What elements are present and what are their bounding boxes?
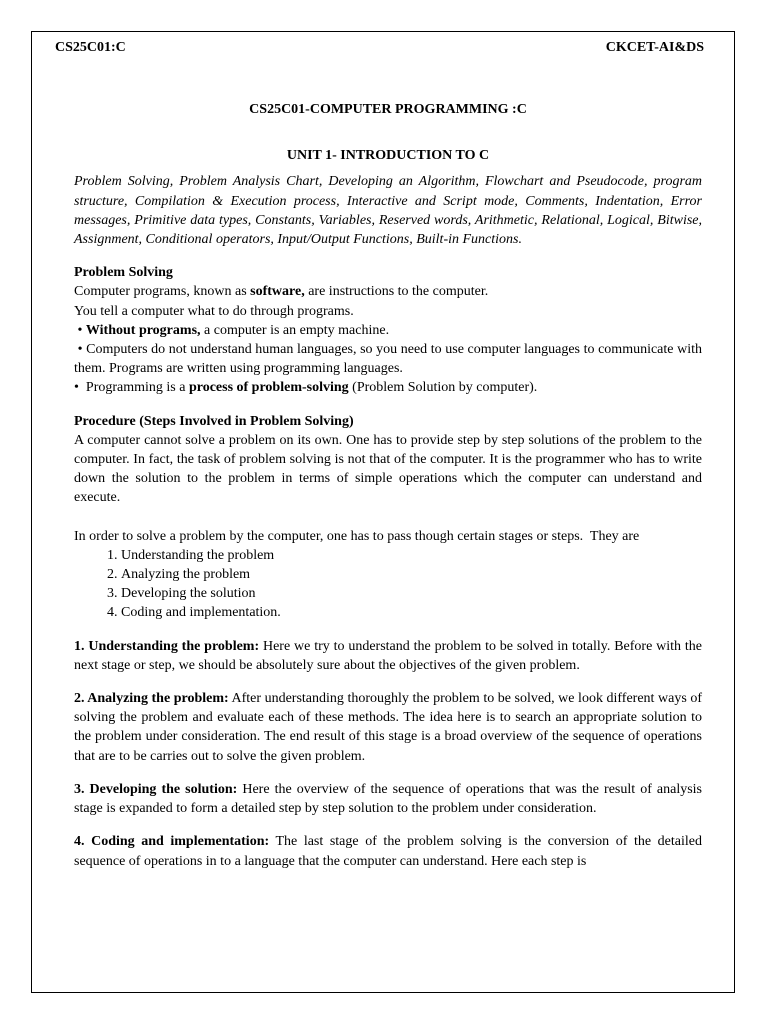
list-item: 2. Analyzing the problem bbox=[121, 565, 702, 584]
step-label: 3. Developing the solution: bbox=[74, 781, 238, 797]
step-label: 1. Understanding the problem: bbox=[74, 638, 260, 654]
bold-text: Without programs, bbox=[85, 322, 201, 338]
list-item: 1. Understanding the problem bbox=[121, 546, 702, 565]
header-left: CS25C01:C bbox=[55, 40, 126, 55]
step-detail-2 bbox=[74, 689, 702, 766]
bold-text: software, bbox=[250, 284, 305, 300]
text-span: Computer programs, known as bbox=[74, 284, 251, 300]
steps-list bbox=[74, 546, 702, 623]
bullet-mark: • bbox=[74, 322, 86, 338]
text-span: a computer is an empty machine. bbox=[200, 322, 390, 338]
text-span: are instructions to the computer. bbox=[304, 284, 489, 300]
procedure-heading: Procedure (Steps Involved in Problem Solving) bbox=[74, 413, 354, 429]
problem-solving-line1 bbox=[74, 282, 702, 301]
step-text: The last stage of the problem solving is the conversion of the detailed sequence of operations in to a language that the computer can understand. Here each step is bbox=[74, 834, 702, 869]
document-body bbox=[74, 40, 706, 871]
problem-solving-bullet3 bbox=[74, 378, 702, 397]
header-right: CKCET-AI&DS bbox=[605, 40, 704, 55]
procedure-paragraph1: A computer cannot solve a problem on its own. One has to provide step by step solutions of the problem to the computer. In fact, the task of problem solving is not that of the computer. It is the programmer who has to write down the solution to the problem in terms of simple operations which the computer can understand and execute. bbox=[74, 432, 702, 506]
bold-text: process of problem-solving bbox=[188, 380, 349, 396]
step-detail-1 bbox=[74, 637, 702, 675]
list-item: 3. Developing the solution bbox=[121, 584, 702, 603]
syllabus-topics: Problem Solving, Problem Analysis Chart, Developing an Algorithm, Flowchart and Pseudocode, program structure, Compilation & Execution process, Interactive and Script mode, Comments, Indentation, Error messages, Primitive data types, Constants, Variables, Reserved words, Arithmetic, Relational, Logical, Bitwise, Assignment, Conditional operators, Input/Output Functions, Built-in Functions. bbox=[74, 174, 702, 248]
text-span: • Programming is a bbox=[74, 380, 189, 396]
procedure-paragraph2: In order to solve a problem by the computer, one has to pass though certain stages or steps. They are bbox=[74, 528, 640, 544]
step-detail-4 bbox=[74, 832, 702, 870]
step-detail-3 bbox=[74, 780, 702, 818]
course-title: CS25C01-COMPUTER PROGRAMMING :C bbox=[249, 102, 527, 117]
unit-title: UNIT 1- INTRODUCTION TO C bbox=[286, 148, 490, 164]
problem-solving-bullet2: • Computers do not understand human languages, so you need to use computer languages to communicate with them. Programs are written using programming languages. bbox=[74, 342, 706, 377]
problem-solving-bullet1 bbox=[74, 321, 702, 340]
step-label: 2. Analyzing the problem: bbox=[74, 691, 229, 707]
step-text: After understanding thoroughly the problem to be solved, we look different ways of solving the problem and evaluate each of these methods. The idea here is to search an appropriate solution to the problem under consideration. The end result of this stage is a broad overview of the sequence of operations that are to be carries out to solve the given problem. bbox=[74, 691, 702, 764]
problem-solving-line2: You tell a computer what to do through programs. bbox=[74, 303, 354, 319]
step-text: Here we try to understand the problem to be solved in totally. Before with the next stage or step, we should be absolutely sure about the objectives of the given problem. bbox=[74, 638, 702, 673]
step-text: Here the overview of the sequence of operations that was the result of analysis stage is expanded to form a detailed step by step solution to the problem under consideration. bbox=[74, 781, 702, 817]
list-item: 4. Coding and implementation. bbox=[121, 603, 702, 622]
problem-solving-heading: Problem Solving bbox=[74, 265, 173, 281]
text-span: (Problem Solution by computer). bbox=[348, 380, 538, 396]
step-label: 4. Coding and implementation: bbox=[74, 834, 270, 850]
